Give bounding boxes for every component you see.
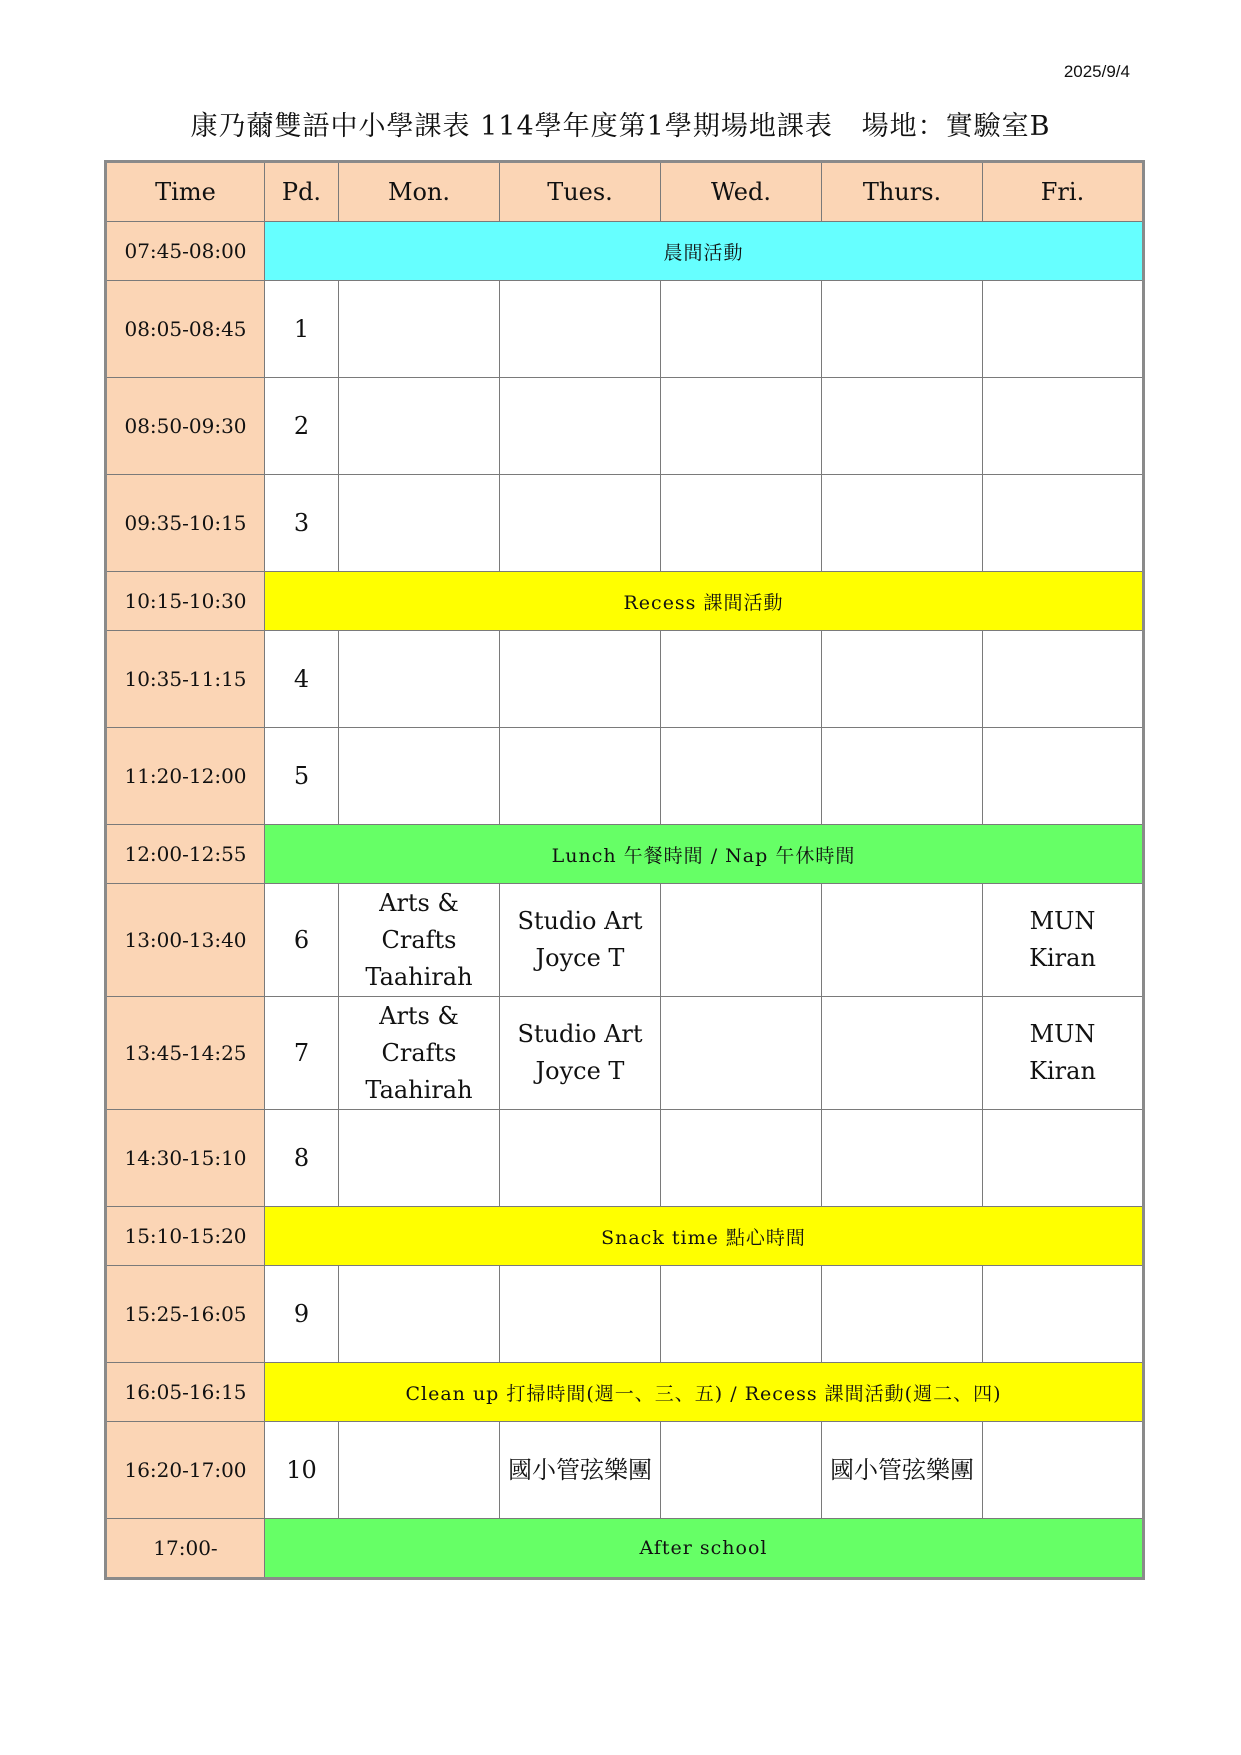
period-cell: 3 [265, 475, 339, 572]
teacher-name: Taahirah [365, 1075, 473, 1104]
tue-cell [500, 378, 661, 475]
fri-cell [983, 475, 1144, 572]
mon-cell [339, 281, 500, 378]
mon-cell [339, 728, 500, 825]
mon-cell [339, 884, 500, 997]
row-period-2 [106, 378, 1144, 475]
teacher-name: Taahirah [365, 962, 473, 991]
mon-cell [339, 1422, 500, 1519]
tue-cell [500, 1110, 661, 1207]
thu-cell: 國小管弦樂團 [822, 1422, 983, 1519]
time-cell: 15:10-15:20 [106, 1207, 265, 1266]
tue-cell [500, 475, 661, 572]
header-period: Pd. [265, 162, 339, 222]
class-name-line: Arts & [379, 888, 459, 917]
thu-cell [822, 631, 983, 728]
period-cell: 6 [265, 884, 339, 997]
thu-cell [822, 728, 983, 825]
mon-cell [339, 1266, 500, 1363]
fri-cell [983, 378, 1144, 475]
thu-cell [822, 281, 983, 378]
row-cleanup [106, 1363, 1144, 1422]
tue-cell [500, 281, 661, 378]
time-cell: 10:15-10:30 [106, 572, 265, 631]
wed-cell [661, 475, 822, 572]
time-cell: 14:30-15:10 [106, 1110, 265, 1207]
mon-cell [339, 631, 500, 728]
class-name-line: MUN [1029, 907, 1096, 935]
header-wed: Wed. [661, 162, 822, 222]
row-after-school [106, 1519, 1144, 1579]
header-tue: Tues. [500, 162, 661, 222]
class-name-line: Crafts [381, 1038, 457, 1067]
print-date: 2025/9/4 [1063, 62, 1130, 81]
time-cell: 07:45-08:00 [106, 222, 265, 281]
class-name-line: Crafts [381, 925, 457, 954]
header-mon: Mon. [339, 162, 500, 222]
fri-cell [983, 1266, 1144, 1363]
time-cell: 17:00- [106, 1519, 265, 1579]
row-period-7 [106, 997, 1144, 1110]
time-cell: 11:20-12:00 [106, 728, 265, 825]
teacher-name: Joyce T [535, 944, 625, 972]
class-name-line: Arts & [379, 1001, 459, 1030]
recess-band: Recess 課間活動 [265, 572, 1144, 631]
thu-cell [822, 475, 983, 572]
wed-cell [661, 884, 822, 997]
row-period-10 [106, 1422, 1144, 1519]
class-name-line: MUN [1029, 1020, 1096, 1048]
thu-cell [822, 884, 983, 997]
period-cell: 7 [265, 997, 339, 1110]
wed-cell [661, 997, 822, 1110]
teacher-name: Kiran [1029, 944, 1096, 972]
time-cell: 09:35-10:15 [106, 475, 265, 572]
period-cell: 4 [265, 631, 339, 728]
thu-cell [822, 378, 983, 475]
time-cell: 16:05-16:15 [106, 1363, 265, 1422]
header-row [106, 162, 1144, 222]
row-recess [106, 572, 1144, 631]
tue-cell [500, 997, 661, 1110]
time-cell: 16:20-17:00 [106, 1422, 265, 1519]
fri-cell [983, 884, 1144, 997]
tue-cell [500, 631, 661, 728]
row-period-4 [106, 631, 1144, 728]
wed-cell [661, 1110, 822, 1207]
row-period-5 [106, 728, 1144, 825]
row-lunch [106, 825, 1144, 884]
wed-cell [661, 1266, 822, 1363]
snack-band: Snack time 點心時間 [265, 1207, 1144, 1266]
time-cell: 12:00-12:55 [106, 825, 265, 884]
period-cell: 9 [265, 1266, 339, 1363]
thu-cell [822, 1110, 983, 1207]
row-period-3 [106, 475, 1144, 572]
period-cell: 8 [265, 1110, 339, 1207]
teacher-name: Joyce T [535, 1057, 625, 1085]
mon-cell [339, 997, 500, 1110]
tue-cell [500, 884, 661, 997]
wed-cell [661, 728, 822, 825]
wed-cell [661, 378, 822, 475]
time-cell: 08:50-09:30 [106, 378, 265, 475]
page-title: 康乃薾雙語中小學課表 114學年度第1學期場地課表 場地：實驗室B [190, 111, 1051, 142]
fri-cell [983, 1422, 1144, 1519]
morning-activity-band: 晨間活動 [265, 222, 1144, 281]
after-school-band: After school [265, 1519, 1144, 1579]
thu-cell [822, 997, 983, 1110]
tue-cell [500, 728, 661, 825]
header-thu: Thurs. [822, 162, 983, 222]
time-cell: 08:05-08:45 [106, 281, 265, 378]
header-time: Time [106, 162, 265, 222]
period-cell: 10 [265, 1422, 339, 1519]
fri-cell [983, 631, 1144, 728]
tue-cell [500, 1266, 661, 1363]
row-morning [106, 222, 1144, 281]
time-cell: 10:35-11:15 [106, 631, 265, 728]
header-fri: Fri. [983, 162, 1144, 222]
row-period-9 [106, 1266, 1144, 1363]
tue-cell: 國小管弦樂團 [500, 1422, 661, 1519]
mon-cell [339, 378, 500, 475]
fri-cell [983, 281, 1144, 378]
period-cell: 2 [265, 378, 339, 475]
time-cell: 15:25-16:05 [106, 1266, 265, 1363]
thu-cell [822, 1266, 983, 1363]
row-period-1 [106, 281, 1144, 378]
period-cell: 1 [265, 281, 339, 378]
mon-cell [339, 475, 500, 572]
class-name-line: Studio Art [517, 907, 643, 935]
row-snack [106, 1207, 1144, 1266]
teacher-name: Kiran [1029, 1057, 1096, 1085]
mon-cell [339, 1110, 500, 1207]
time-cell: 13:45-14:25 [106, 997, 265, 1110]
row-period-6 [106, 884, 1144, 997]
cleanup-band: Clean up 打掃時間(週一、三、五) / Recess 課間活動(週二、四) [265, 1363, 1144, 1422]
wed-cell [661, 631, 822, 728]
fri-cell [983, 997, 1144, 1110]
wed-cell [661, 281, 822, 378]
timetable [104, 160, 1145, 1580]
fri-cell [983, 728, 1144, 825]
lunch-band: Lunch 午餐時間 / Nap 午休時間 [265, 825, 1144, 884]
class-name-line: Studio Art [517, 1020, 643, 1048]
row-period-8 [106, 1110, 1144, 1207]
period-cell: 5 [265, 728, 339, 825]
time-cell: 13:00-13:40 [106, 884, 265, 997]
wed-cell [661, 1422, 822, 1519]
fri-cell [983, 1110, 1144, 1207]
